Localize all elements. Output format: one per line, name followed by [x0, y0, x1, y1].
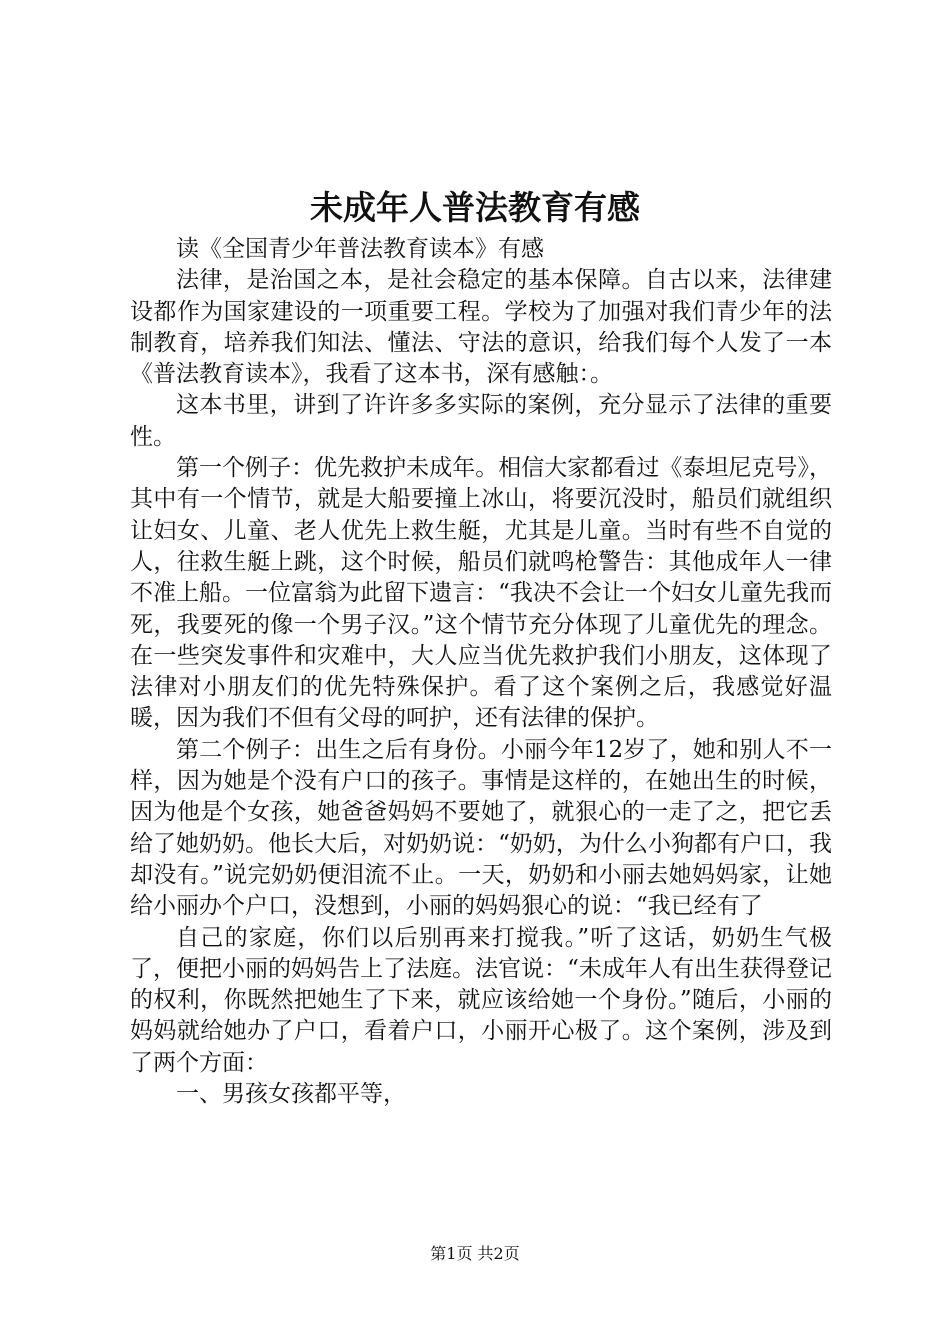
- paragraph-subtitle: 读《全国青少年普法教育读本》有感: [176, 236, 544, 262]
- document-body: [130, 234, 832, 1110]
- paragraph: 一、男孩女孩都平等，: [176, 1081, 406, 1108]
- paragraph: 法律，是治国之本，是社会稳定的基本保障。自古以来，法律建设都作为国家建设的一项重要工程。学校为了加强对我们青少年的法制教育，培养我们知法、懂法、守法的意识，给我们每个人发了一本《普法教育读本》，我看了这本书，深有感触：。: [130, 267, 832, 388]
- paragraph: 第二个例子：出生之后有身份。小丽今年12岁了，她和别人不一样，因为她是个没有户口的孩子。事情是这样的，在她出生的时候，因为他是个女孩，她爸爸妈妈不要她了，就狠心的一走了之，把它丢给了她奶奶。他长大后，对奶奶说：“奶奶，为什么小狗都有户口，我却没有。”说完奶奶便泪流不止。一天，奶奶和小丽去她妈妈家，让她给小丽办个户口，没想到，小丽的妈妈狠心的说：“我已经有了: [130, 736, 832, 920]
- page-footer: 第1页 共2页: [430, 1244, 520, 1263]
- paragraph: 这本书里，讲到了许许多多实际的案例，充分显示了法律的重要性。: [130, 392, 832, 450]
- paragraph: 自己的家庭，你们以后别再来打搅我。”听了这话，奶奶生气极了，便把小丽的妈妈告上了法庭。法官说：“未成年人有出生获得登记的权利，你既然把她生了下来，就应该给她一个身份。”随后，小丽的妈妈就给她办了户口，看着户口，小丽开心极了。这个案例，涉及到了两个方面：: [130, 924, 832, 1076]
- paragraph: 第一个例子：优先救护未成年。相信大家都看过《泰坦尼克号》，其中有一个情节，就是大船要撞上冰山，将要沉没时，船员们就组织让妇女、儿童、老人优先上救生艇，尤其是儿童。当时有些不自觉的人，往救生艇上跳，这个时候，船员们就鸣枪警告：其他成年人一律不准上船。一位富翁为此留下遗言：“我决不会让一个妇女儿童先我而死，我要死的像一个男子汉。”这个情节充分体现了儿童优先的理念。在一些突发事件和灾难中，大人应当优先救护我们小朋友，这体现了法律对小朋友们的优先特殊保护。看了这个案例之后，我感觉好温暖，因为我们不但有父母的呵护，还有法律的保护。: [130, 455, 832, 732]
- document-title: 未成年人普法教育有感: [310, 188, 640, 227]
